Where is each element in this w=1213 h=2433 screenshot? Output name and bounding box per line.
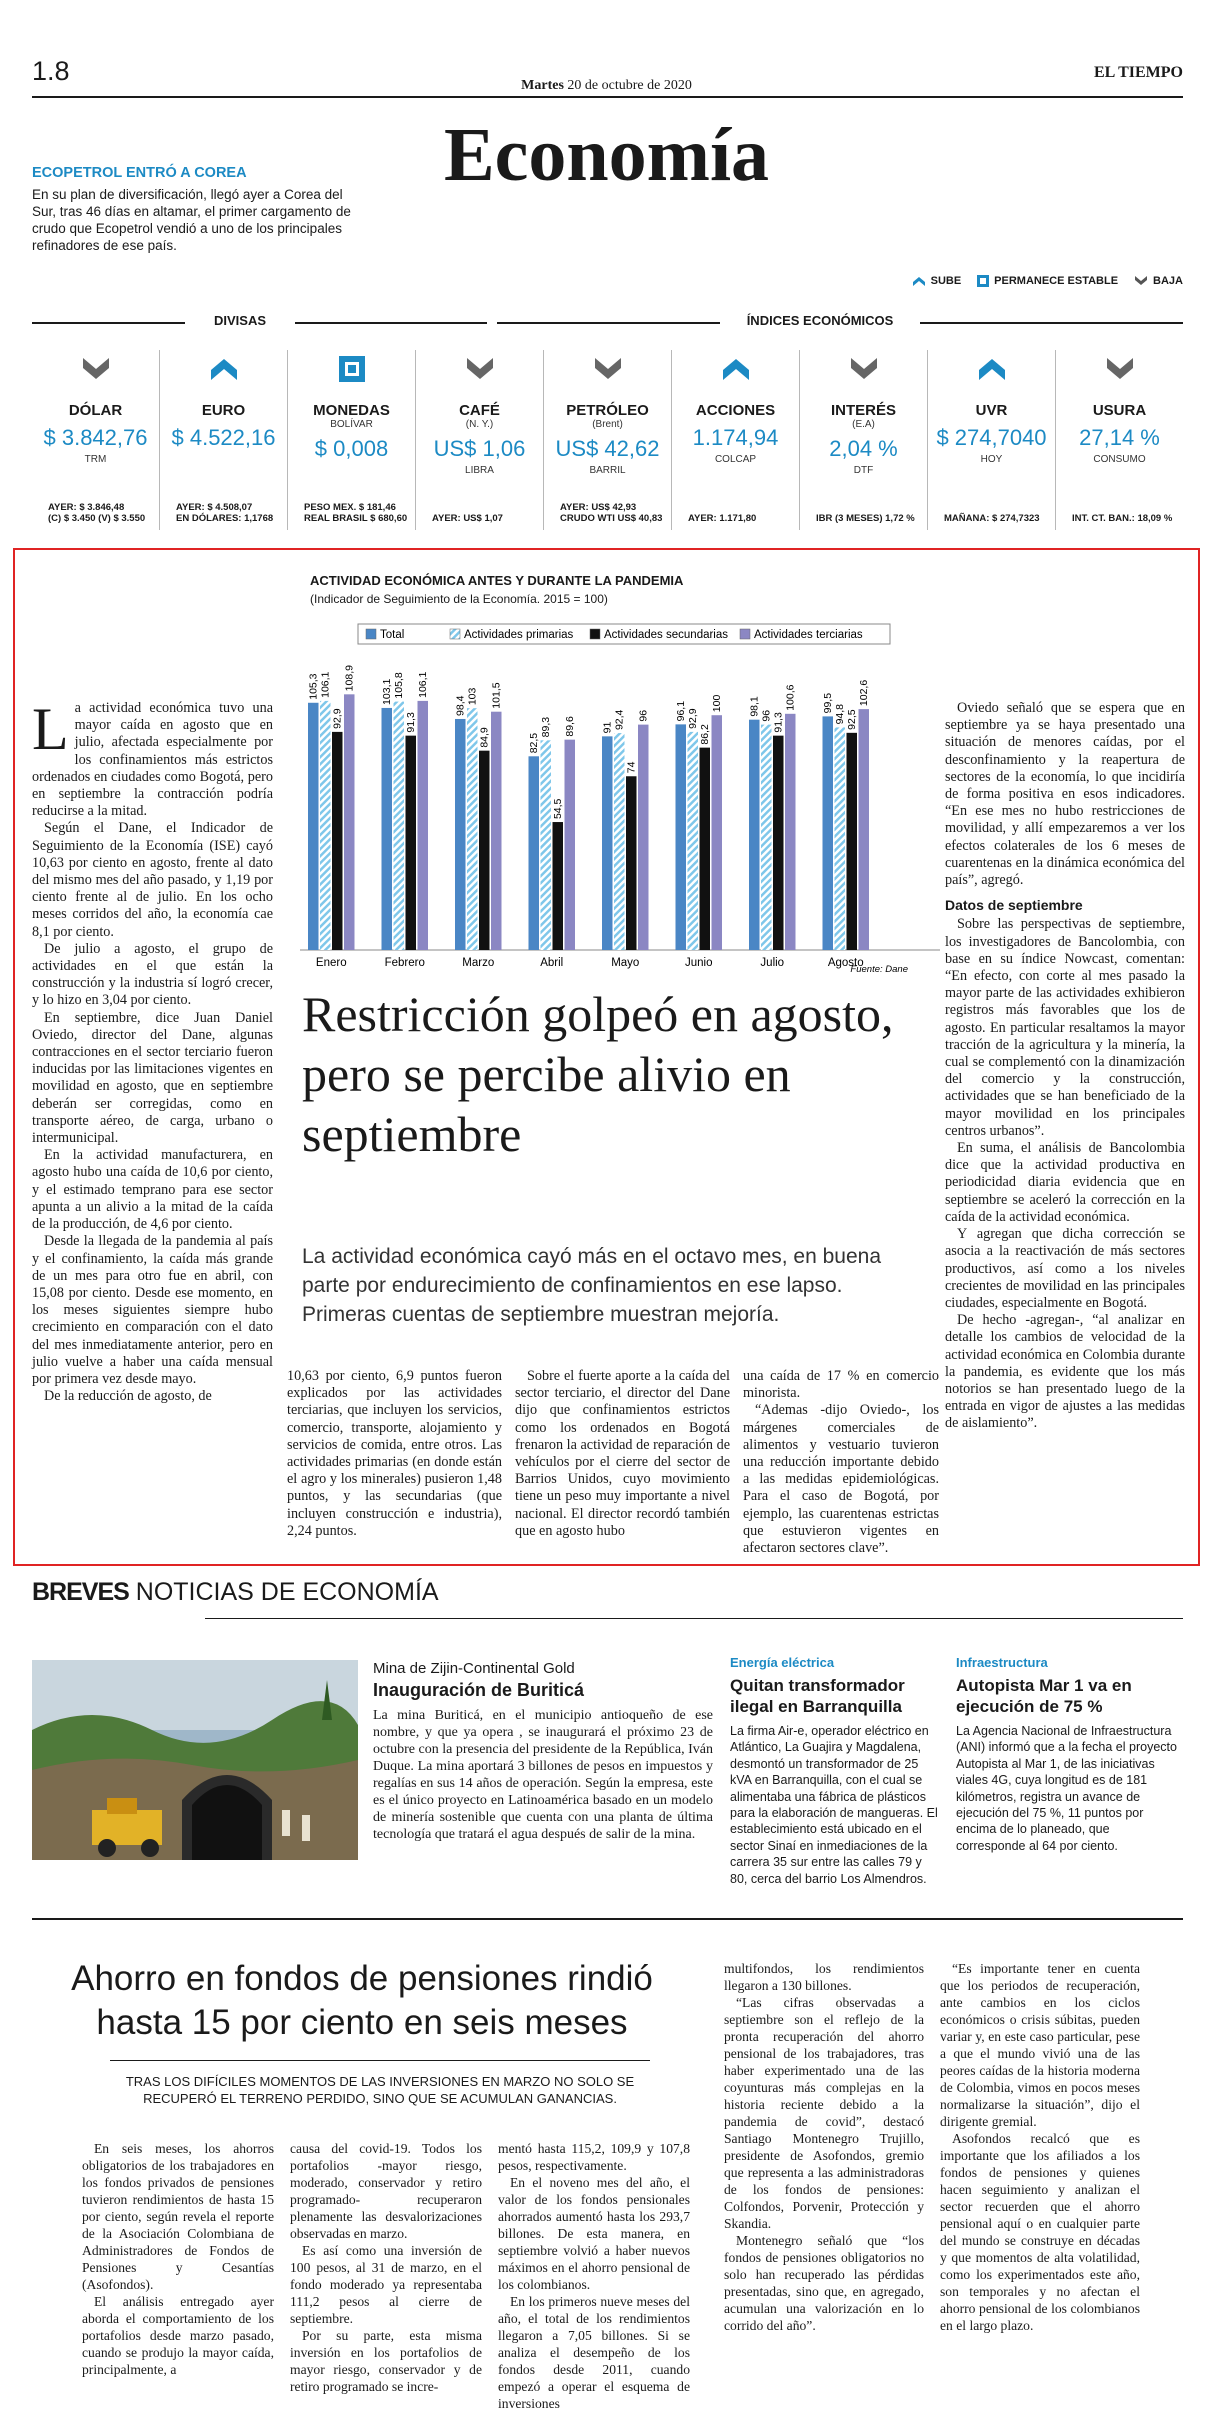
breve-head: Autopista Mar 1 va en ejecución de 75 %	[956, 1676, 1132, 1716]
up-chevron-icon	[912, 275, 926, 287]
legend-swatch	[366, 629, 376, 639]
breve-sub: Energía eléctrica	[730, 1655, 835, 1670]
bar-value-label: 100,6	[784, 684, 797, 711]
body-paragraph: 10,63 por ciento, 6,9 puntos fueron explicados por las actividades terciarias, que incluyen los servicios, comercio, transporte, alojamiento y servicios de comida, entre otros. Las actividades primarias (en donde están el agro y los minerales) pusieron 1,48 puntos, y las secundarias (que incluyen construcción e industria), 2,24 puntos.	[287, 1368, 502, 1539]
legend-swatch	[740, 629, 750, 639]
breve-body: La Agencia Nacional de Infraestructura (ANI) informó que a la fecha el proyecto Autopista al Mar 1, de las iniciativas viales 4G, cuya longitud es de 181 kilómetros, registra un avance de ejecución del 75 %, 11 puntos por encima de lo planeado, que corresponde al 64 por ciento.	[956, 1724, 1177, 1853]
bar-abril-0	[529, 756, 540, 950]
indicator-0	[32, 350, 160, 530]
indicator-unit: CONSUMO	[1093, 454, 1146, 465]
category-label: Junio	[685, 957, 713, 969]
legend-label: Actividades primarias	[464, 629, 574, 641]
main-col5	[945, 700, 1185, 1433]
body-paragraph: En suma, el análisis de Bancolombia dice que la actividad productiva en periodicidad diaria evidencia que en septiembre se aceleró la corrección en la caída de la actividad económica.	[945, 1140, 1185, 1225]
indicator-value: $ 3.842,76	[43, 425, 148, 450]
category-label: Enero	[315, 957, 347, 969]
bar-value-label: 91,3	[405, 712, 418, 733]
pensions-col5	[940, 1960, 1140, 2334]
bar-agosto-1	[835, 727, 846, 950]
body-paragraph: Por su parte, esta misma inversión en los portafolios de mayor riesgo, conservador y de retiro programado se incre-	[290, 2328, 482, 2394]
body-paragraph: mentó hasta 115,2, 109,9 y 107,8 pesos, respectivamente.	[498, 2141, 690, 2173]
body-paragraph: Es así como una inversión de 100 pesos, al 31 de marzo, en el fondo moderado ya representaba 111,2 pesos al cierre de septiembre.	[290, 2243, 482, 2326]
bar-value-label: 103	[466, 687, 479, 706]
bar-enero-3	[344, 694, 355, 950]
bar-value-label: 89,6	[564, 716, 577, 737]
bar-value-label: 106,1	[417, 671, 430, 698]
newspaper-brand: EL TIEMPO	[1093, 64, 1183, 81]
body-paragraph: Desde la llegada de la pandemia al país y el confinamiento, la caída más grande de un mes para otro fue en abril, con 15,08 por ciento. Desde ese momento, en los meses siguientes siempre hubo crecimiento en comparación con el dato del mes inmediatamente anterior, pero en julio vuelve a haber una caída mensual por primera vez desde mayo.	[32, 1233, 273, 1387]
chart-source: Fuente: Dane	[850, 964, 908, 975]
indicator-sub: BOLÍVAR	[330, 419, 373, 430]
indicator-name: INTERÉS	[830, 402, 896, 419]
pensions-rule	[32, 1918, 1183, 1920]
down-chevron-icon	[81, 354, 111, 384]
indicator-5	[672, 350, 800, 530]
breves-bold: BREVES	[32, 1578, 129, 1606]
bar-value-label: 96,1	[675, 700, 688, 722]
bar-junio-0	[676, 724, 687, 950]
indicator-foot: AYER: $ 4.508,07 EN DÓLARES: 1,1768	[176, 502, 274, 524]
indices-label: ÍNDICES ECONÓMICOS	[720, 313, 920, 328]
section-title: Economía	[443, 113, 770, 197]
bar-value-label: 101,5	[490, 682, 503, 709]
indicator-sub: (N. Y.)	[465, 419, 494, 430]
indicator-unit: HOY	[980, 454, 1003, 465]
body-paragraph: De julio a agosto, el grupo de actividades en el que están la construcción y la industria sí logró crecer, y lo hizo en 3,04 por ciento.	[32, 940, 273, 1009]
indicator-foot: AYER: 1.171,80	[688, 513, 757, 524]
breve-body: La mina Buriticá, en el municipio antioqueño de ese nombre, y que ya opera , se inaugurará el próximo 23 de octubre con la presencia del presidente de la República, Iván Duque. La mina aportará 3 billones de pesos en impuestos y regalías en sus 14 años de operación. Según la empresa, este es el único proyecto en Latinoamérica basado en un modelo de minería sostenible que cuenta con una planta de última tecnología que tratará el agua después de salir de la mina.	[373, 1708, 713, 1842]
date-day: Martes	[521, 78, 564, 93]
indicator-foot: INT. CT. BAN.: 18,09 %	[1072, 513, 1173, 524]
indicator-value: $ 0,008	[314, 436, 389, 461]
bar-agosto-0	[823, 716, 834, 950]
main-headline: Restricción golpeó en agosto, pero se percibe alivio en septiembre	[302, 986, 894, 1162]
lead-rule	[110, 2060, 650, 2061]
legend-stable	[977, 275, 1118, 287]
bar-value-label: 98,1	[748, 696, 761, 717]
bar-value-label: 96	[637, 709, 650, 722]
bar-value-label: 105,3	[307, 673, 320, 700]
bar-value-label: 84,9	[478, 727, 491, 748]
category-label: Agosto	[827, 957, 864, 969]
bar-marzo-0	[455, 719, 466, 950]
up-chevron-icon	[209, 354, 239, 384]
legend-stable-label: PERMANECE ESTABLE	[994, 275, 1119, 287]
indicator-foot: MAÑANA: $ 274,7323	[944, 513, 1040, 524]
indicator-unit: BARRIL	[589, 465, 626, 476]
pensions-lead: TRAS LOS DIFÍCILES MOMENTOS DE LAS INVERSIONES EN MARZO NO SOLO SE RECUPERÓ EL TERRENO PERDIDO, SINO QUE SE ACUMULAN GANANCIAS.	[125, 2074, 635, 2106]
pensions-col4	[724, 1960, 924, 2334]
bar-junio-3	[712, 715, 723, 950]
body-paragraph: En la actividad manufacturera, en agosto hubo una caída de 10,6 por ciento, y el estimado temprano para ese sector apunta a un alivio a la mitad de la caída de la producción, de 4,6 por ciento.	[32, 1147, 273, 1233]
bar-marzo-2	[479, 751, 490, 950]
date-rest: 20 de octubre de 2020	[567, 78, 692, 93]
legend-swatch	[450, 629, 460, 639]
breve-head: Quitan transformador ilegal en Barranquilla	[730, 1676, 905, 1716]
body-paragraph: “Es importante tener en cuenta que los periodos de recuperación, ante cambios en los ciclos económicos o crisis súbitas, pueden variar y, en este caso particular, pese a que el mundo vivió una de las peores caídas de la historia moderna de Colombia, vimos en pocos meses normalizarse la situación”, dijo el dirigente gremial.	[940, 1961, 1140, 2129]
indicator-value: 27,14 %	[1079, 425, 1160, 450]
indicator-foot: IBR (3 MESES) 1,72 %	[816, 513, 915, 524]
stable-square-icon	[337, 354, 367, 384]
bar-febrero-1	[394, 702, 405, 950]
indicator-8	[1056, 350, 1183, 530]
indicator-name: PETRÓLEO	[566, 402, 649, 419]
down-chevron-icon	[849, 354, 879, 384]
bar-julio-0	[749, 720, 760, 950]
bar-julio-3	[785, 714, 796, 950]
page-number: 1.8	[32, 56, 70, 86]
indicator-value: $ 274,7040	[936, 425, 1047, 450]
body-paragraph: una caída de 17 % en comercio minorista.	[743, 1368, 939, 1402]
breves-header	[32, 1578, 439, 1607]
main-col4	[743, 1368, 939, 1557]
indicator-sub: (E.A)	[852, 419, 875, 430]
breve-energia	[730, 1655, 940, 1887]
indicator-1	[160, 350, 288, 530]
bar-value-label: 92,4	[613, 709, 626, 731]
main-col1	[32, 700, 273, 1405]
breve-sub: Mina de Zijin-Continental Gold	[373, 1660, 575, 1677]
indicator-6	[800, 350, 928, 530]
bar-enero-2	[332, 732, 343, 950]
pensions-headline: Ahorro en fondos de pensiones rindió hasta 15 por ciento en seis meses	[71, 1959, 653, 2042]
indicator-unit: TRM	[84, 454, 107, 465]
category-label: Febrero	[384, 957, 425, 969]
body-paragraph: Asofondos recalcó que es importante que los afiliados a los fondos de pensiones y quienes hacen seguimiento y analizan el sector recuerden que el ahorro pensional aquí o en cualquier parte del mundo se construye en décadas y que momentos de alta volatilidad, como los experimentados este año, son temporales y no afectan el ahorro pensional de los colombianos en el largo plazo.	[940, 2131, 1140, 2333]
indicators-row	[32, 350, 1183, 530]
category-label: Julio	[760, 957, 785, 969]
body-paragraph: De la reducción de agosto, de	[44, 1388, 212, 1405]
bar-mayo-2	[626, 776, 637, 950]
body-paragraph: Sobre el fuerte aporte a la caída del sector terciario, el director del Dane dijo que confinamientos estrictos como los ordenados en Bogotá frenaron la actividad de reparación de vehículos por el cierre del sector de Barrios Unidos, cuyo movimiento tiene un peso muy importante a nivel nacional. El director recordó también que en agosto hubo	[515, 1368, 730, 1539]
bar-junio-1	[688, 732, 699, 950]
body-paragraph: En el noveno mes del año, el valor de los fondos pensionales ahorrados aumentó hasta los 293,7 billones. De esta manera, en septiembre volvió a haber nuevos máximos en el ahorro pensional de los colombianos.	[498, 2175, 690, 2292]
issue-date	[0, 78, 1213, 94]
up-chevron-icon	[721, 354, 751, 384]
bar-value-label: 92,9	[687, 708, 700, 729]
bar-value-label: 82,5	[528, 732, 541, 754]
down-chevron-icon	[465, 354, 495, 384]
body-paragraph: multifondos, los rendimientos llegaron a 130 billones.	[724, 1961, 924, 1993]
bar-chart	[300, 620, 940, 980]
bar-value-label: 99,5	[822, 692, 835, 714]
breve-buritica	[373, 1660, 713, 1843]
indicator-unit: DTF	[853, 465, 874, 476]
bar-abril-1	[541, 740, 552, 950]
body-paragraph: De hecho -agregan-, “al analizar en detalle los cambios de velocidad de la actividad económica en Colombia durante la pandemia, es evidente que los más notorios se han presentado luego de la entrada en vigor de ajustes a las medidas de aislamiento”.	[945, 1312, 1185, 1432]
indicator-value: $ 4.522,16	[171, 425, 276, 450]
indicator-name: EURO	[201, 402, 246, 419]
down-chevron-icon	[593, 354, 623, 384]
pensions-col1	[82, 2140, 274, 2378]
down-chevron-icon	[1105, 354, 1135, 384]
bar-julio-2	[773, 736, 784, 950]
bar-mayo-1	[614, 733, 625, 950]
bar-value-label: 54,5	[552, 798, 565, 820]
main-col3	[515, 1368, 730, 1540]
bar-febrero-0	[382, 708, 393, 950]
bar-value-label: 91,3	[772, 712, 785, 733]
indicator-4	[544, 350, 672, 530]
legend-label: Actividades terciarias	[754, 629, 863, 641]
indicator-value: 1.174,94	[692, 425, 779, 450]
body-paragraph: En septiembre, dice Juan Daniel Oviedo, director del Dane, algunas contracciones en el sector terciario fueron inducidas por las limitaciones vigentes en movilidad en agosto, que en septiembre deberán ser corregidas, como en transporte aéreo, de carga, urbano o intermunicipal.	[32, 1009, 273, 1147]
body-paragraph: En seis meses, los ahorros obligatorios de los trabajadores en los fondos privados de pensiones tuvieron rendimientos de hasta 15 por ciento, según revela el reporte de la Asociación Colombiana de Administradores de Fondos de Pensiones y Cesantías (Asofondos).	[82, 2141, 274, 2292]
indicator-foot: PESO MEX. $ 181,46 REAL BRASIL $ 680,60	[304, 502, 408, 524]
trend-legend	[912, 275, 1183, 287]
body-paragraph: “Ademas -dijo Oviedo-, los márgenes comerciales de alimentos y vestuario tuvieron una reducción importante debido a las medidas epidemiológicas. Para el caso de Bogotá, por ejemplo, las cuarentenas estrictas que estuvieron vigentes en afectaron sectores clave”.	[743, 1402, 939, 1557]
indicator-value: 2,04 %	[829, 436, 898, 461]
category-label: Mayo	[611, 957, 640, 969]
legend-up	[912, 275, 962, 287]
indicator-name: DÓLAR	[68, 402, 123, 419]
indicator-value: US$ 1,06	[433, 436, 526, 461]
bar-value-label: 108,9	[343, 665, 356, 692]
down-chevron-icon	[1134, 275, 1148, 287]
bar-mayo-0	[602, 736, 613, 950]
bar-julio-1	[761, 725, 772, 950]
main-col2	[287, 1368, 502, 1540]
indicator-unit: COLCAP	[714, 454, 757, 465]
body-paragraph: Sobre las perspectivas de septiembre, los investigadores de Bancolombia, con base en su índice Nowcast, comentan: “En efecto, con corte al mes pasado la mayor parte de las actividades exhibieron registros más favorables que los de agosto. En particular resaltamos la mayor tracción de la agricultura y la minería, la cual se complementó con la dinamización del comercio y la construcción, actividades que se han beneficiado de la mayor movilidad en los principales centros urbanos”.	[945, 916, 1185, 1139]
body-paragraph: En los primeros nueve meses del año, el total de los rendimientos llegaron a 7,05 billones. Si se analiza el desempeño de los fondos desde 2011, cuando empezó a operar el esquema de inversiones	[498, 2294, 690, 2411]
kicker-title: ECOPETROL ENTRÓ A COREA	[32, 165, 247, 181]
bar-value-label: 105,8	[393, 672, 406, 699]
body-paragraph: Montenegro señaló que “los fondos de pensiones obligatorios no solo han recuperado las pérdidas presentadas, sino que, en agregado, acumulan una valorización en lo corrido del año”.	[724, 2233, 924, 2333]
bar-abril-2	[553, 822, 564, 950]
breves-rule	[205, 1618, 1183, 1619]
pensions-col2	[290, 2140, 482, 2395]
bar-value-label: 74	[625, 761, 638, 774]
body-paragraph: Oviedo señaló que se espera que en septiembre ya se haya presentado una situación de menores caídas, por el desconfinamiento y la reapertura de sectores de la economía, lo que incidiría de forma positiva en esos indicadores. “En ese mes no hubo restricciones de movilidad, y allí empezaremos a ver los efectos colaterales de los 6 meses de cuarentenas en la dinámica económica del país”, agregó.	[945, 700, 1185, 889]
subhead: Datos de septiembre	[945, 897, 1083, 914]
indicator-value: US$ 42,62	[555, 436, 660, 461]
bar-value-label: 92,5	[846, 709, 859, 730]
legend-down	[1134, 275, 1183, 287]
legend-up-label: SUBE	[930, 275, 962, 287]
indicator-sub: (Brent)	[592, 419, 623, 430]
category-label: Abril	[540, 957, 564, 969]
bar-value-label: 100	[711, 694, 724, 713]
body-paragraph: Y agregan que dicha corrección se asocia a la reactivación de más sectores productivos, así como a los niveles crecientes de movilidad en las principales ciudades, especialmente en Bogotá.	[945, 1226, 1185, 1311]
indicator-name: UVR	[975, 402, 1008, 419]
bar-agosto-2	[847, 733, 858, 950]
bar-marzo-1	[467, 708, 478, 950]
bar-marzo-3	[491, 712, 502, 950]
lead-paragraph: a actividad económica tuvo una mayor caída en agosto que en julio, afectada especialmente por los confinamientos más estrictos ordenados en ciudades como Bogotá, pero en septiembre la contracción podría reducirse a la mitad.	[32, 700, 273, 820]
up-chevron-icon	[977, 354, 1007, 384]
bar-agosto-3	[859, 709, 870, 950]
breve-sub: Infraestructura	[956, 1655, 1048, 1670]
indicator-unit: LIBRA	[465, 465, 494, 476]
indicator-name: CAFÉ	[459, 402, 500, 419]
bar-value-label: 96	[760, 709, 773, 722]
bar-value-label: 98,4	[454, 695, 467, 716]
chart-title: ACTIVIDAD ECONÓMICA ANTES Y DURANTE LA PANDEMIA	[310, 573, 684, 588]
breve-body: La firma Air-e, operador eléctrico en Atlántico, La Guajira y Magdalena, desmontó un transformador de 25 kVA en Barranquilla, con el cual se alimentaba una fábrica de plásticos para la elaboración de mangueras. El establecimiento está ubicado en el sector Sinaí en inmediaciones de la carrera 35 sur entre las calles 79 y 80, cerca del barrio Los Almendros.	[730, 1724, 938, 1886]
legend-label: Total	[380, 629, 405, 641]
bar-enero-1	[320, 701, 331, 950]
breves-rest: NOTICIAS DE ECONOMÍA	[135, 1578, 439, 1606]
bar-febrero-3	[418, 701, 429, 950]
breve-head: Inauguración de Buriticá	[373, 1680, 585, 1700]
body-paragraph: El análisis entregado ayer aborda el comportamiento de los portafolios desde marzo pasado, cuando se produjo la mayor caída, principalmente, a	[82, 2294, 274, 2377]
stable-square-icon	[977, 275, 989, 287]
kicker-text: En su plan de diversificación, llegó ayer a Corea del Sur, tras 46 días en altamar, el primer cargamento de crudo que Ecopetrol vendió a uno de los principales refinadores de ese país.	[32, 187, 351, 253]
bar-febrero-2	[406, 736, 417, 950]
header-rule	[32, 96, 1183, 98]
body-paragraph: causa del covid-19. Todos los portafolios -mayor riesgo, moderado, conservador y retiro programado- recuperaron plenamente las desvalorizaciones observadas en marzo.	[290, 2141, 482, 2241]
divisas-label: DIVISAS	[185, 313, 295, 328]
bar-junio-2	[700, 748, 711, 950]
bar-value-label: 91	[601, 721, 614, 734]
legend-label: Actividades secundarias	[604, 629, 729, 641]
pensions-col3	[498, 2140, 690, 2412]
legend-down-label: BAJA	[1153, 275, 1183, 287]
mine-photo	[32, 1660, 358, 1860]
bar-value-label: 103,1	[381, 678, 394, 705]
category-label: Marzo	[462, 957, 495, 969]
body-paragraph: Según el Dane, el Indicador de Seguimiento de la Economía (ISE) cayó 10,63 por ciento en agosto, frente al dato del mismo mes del año pasado, y 1,19 por ciento frente al de julio. En los ocho meses corridos del año, la economía cae 8,1 por ciento.	[32, 820, 273, 940]
bar-value-label: 86,2	[699, 724, 712, 745]
indicator-name: MONEDAS	[313, 402, 390, 419]
bar-value-label: 92,9	[331, 708, 344, 729]
bar-value-label: 89,3	[540, 716, 553, 738]
indicator-3	[416, 350, 544, 530]
indicator-foot: AYER: US$ 1,07	[432, 513, 503, 524]
bar-mayo-3	[638, 725, 649, 950]
indicator-2	[288, 350, 416, 530]
bar-abril-3	[565, 740, 576, 950]
chart-subtitle: (Indicador de Seguimiento de la Economía. 2015 = 100)	[310, 592, 608, 606]
indicator-foot: AYER: $ 3.846,48 (C) $ 3.450 (V) $ 3.550	[48, 502, 146, 524]
indicator-7	[928, 350, 1056, 530]
bar-enero-0	[308, 703, 319, 950]
indicator-foot: AYER: US$ 42,93 CRUDO WTI US$ 40,83	[560, 502, 663, 524]
drop-cap: L	[32, 700, 69, 762]
bar-value-label: 106,1	[319, 671, 332, 698]
chart-legend	[358, 624, 890, 644]
breve-infra	[956, 1655, 1181, 1854]
body-paragraph: “Las cifras observadas a septiembre son el reflejo de la pronta recuperación del ahorro pensional de los trabajadores, tras haber experimentado una de las coyunturas más complejas en la historia reciente debido a la pandemia de covid”, destacó Santiago Montenegro Trujillo, presidente de Asofondos, gremio que representa a las administradoras de los fondos de pensiones: Colfondos, Porvenir, Protección y Skandia.	[724, 1995, 924, 2231]
legend-swatch	[590, 629, 600, 639]
bar-value-label: 102,6	[858, 679, 871, 707]
main-deck: La actividad económica cayó más en el octavo mes, en buena parte por endurecimiento de confinamientos en ese lapso. Primeras cuentas de septiembre muestran mejoría.	[302, 1245, 882, 1326]
indicator-name: USURA	[1092, 402, 1147, 419]
indicator-name: ACCIONES	[695, 402, 776, 419]
bar-value-label: 94,8	[834, 703, 847, 725]
